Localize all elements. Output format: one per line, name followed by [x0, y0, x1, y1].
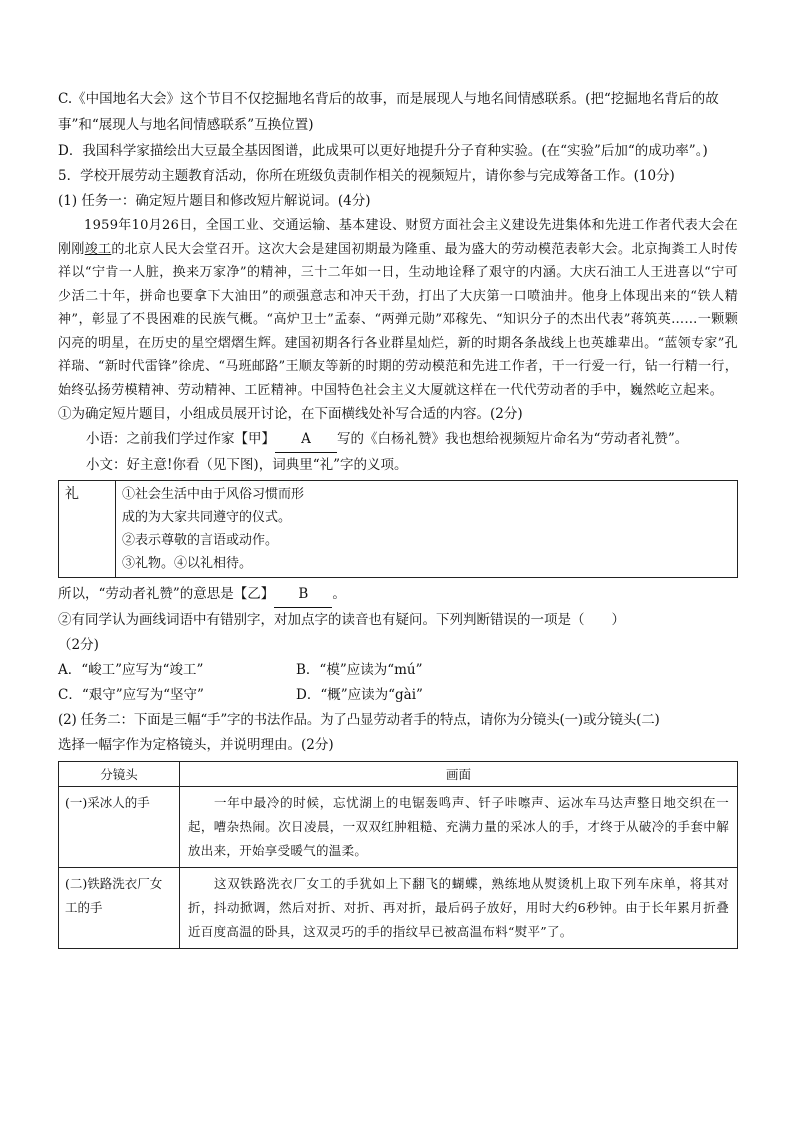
- sub-question-2-score: （2分): [58, 637, 99, 653]
- passage-part-2: 的北京人民大会堂召开。这次大会是建国初期最为隆重、最为盛大的劳动模范表彰大会。北京掏粪工人时传祥以“宁肯一人脏，换来万家净”的精神，三十二年如一日，生动地诠释了艰守的内涵。大庆石油工人王进喜以“宁可少活二十年，拼命也要拿下大油田”的顽强意志和冲天干劲，打出了大庆第一口喷油井。他身上体现出来的“铁人精神”，彰显了不畏困难的民族气概。“高炉卫士”孟泰、“两弹元勋”邓稼先、“知识分子的杰出代表”蒋筑英……一颗颗闪亮的明星，在历史的星空熠熠生辉。建国初期各行各业群星灿烂，新的时期各条战线上也英雄辈出。“蓝领专家”孔祥瑞、“新时代雷锋”徐虎、“马班邮路”王顺友等新的时期的劳动模范和先进工作者，干一行爱一行，钻一行精一行，始终弘扬劳模精神、劳动精神、工匠精神。中国特色社会主义大厦就这样在一代代劳动者的手中，巍然屹立起来。: [58, 241, 738, 398]
- option-d-line: D．我国科学家描绘出大豆最全基因图谱，此成果可以更好地提升分子育种实验。(在“实验”后加“的成功率”。): [58, 143, 708, 159]
- options-row-1: [58, 658, 738, 683]
- dictionary-line: ②表示尊敬的言语或动作。: [122, 533, 279, 548]
- table-row: [59, 787, 738, 868]
- xiaoyu-prefix: 小语：之前我们学过作家【甲】: [86, 431, 275, 447]
- exam-page: [58, 86, 738, 949]
- task-2-heading-cont: 选择一幅字作为定格镜头，并说明理由。(2分): [58, 737, 334, 753]
- table-row: [59, 868, 738, 949]
- blank-a[interactable]: A: [275, 427, 337, 453]
- passage-part-1: 1959年10月26日，全国工业、交通运输、基本建设、财贸方面社会主义建设先进集体和先进工作者代表大会在刚刚: [58, 218, 738, 257]
- shot-table: [58, 761, 738, 949]
- question-5-title: 5．学校开展劳动主题教育活动，你所在班级负责制作相关的视频短片，请你参与完成筹备工作。(10分): [58, 168, 675, 184]
- option-c-line: C.《中国地名大会》这个节目不仅挖掘地名背后的故事，而是展现人与地名间情感联系。(把“挖掘地名背后的故事”和“展现人与地名间情感联系”互换位置): [58, 91, 719, 133]
- task-1-heading: (1) 任务一：确定短片题目和修改短片解说词。(4分): [58, 193, 371, 209]
- dictionary-char: 礼: [59, 481, 116, 578]
- option-c[interactable]: C．“艰守”应写为“坚守”: [58, 687, 204, 703]
- underlined-word: 竣工: [84, 241, 112, 257]
- dictionary-line: ③礼物。④以礼相待。: [122, 556, 253, 571]
- passage: [58, 214, 738, 402]
- xiaoyu-suffix: 写的《白杨礼赞》我也想给视频短片命名为“劳动者礼赞”。: [337, 431, 689, 447]
- suoyi-line: [58, 582, 738, 608]
- dictionary-line: 成的为大家共同遵守的仪式。: [122, 510, 292, 525]
- option-a[interactable]: A．“峻工”应写为“竣工”: [58, 662, 204, 678]
- option-d[interactable]: D．“概”应读为“gài”: [296, 687, 423, 703]
- scene-text: 这双铁路洗衣厂女工的手犹如上下翻飞的蝴蝶，熟练地从熨烫机上取下列车床单，将其对折，抖动掀调，然后对折、对折、再对折，最后码子放好，用时大约6秒钟。由于长年累月折叠近百度高温的卧具，这双灵巧的手的指纹早已被高温布料“熨平”了。: [180, 868, 738, 949]
- blank-b[interactable]: B: [274, 582, 332, 608]
- sub-question-2: ②有同学认为画线词语中有错别字，对加点字的读音也有疑问。下列判断错误的一项是（ ）: [58, 612, 625, 628]
- dictionary-box: [58, 480, 738, 578]
- xiaowen-line: 小文：好主意!你看（见下图)，词典里“礼”字的义项。: [86, 457, 408, 473]
- suoyi-prefix: 所以，“劳动者礼赞”的意思是【乙】: [58, 586, 275, 602]
- shot-label: (一)采冰人的手: [59, 787, 180, 868]
- sub-question-1: ①为确定短片题目，小组成员展开讨论，在下面横线处补写合适的内容。(2分): [58, 406, 523, 422]
- xiaoyu-line: [58, 427, 738, 453]
- option-b[interactable]: B．“模”应读为“mú”: [296, 662, 423, 678]
- dictionary-line: ①社会生活中由于风俗习惯而形: [122, 487, 305, 502]
- suoyi-suffix: 。: [332, 586, 346, 602]
- shot-label: (二)铁路洗衣厂女工的手: [59, 868, 180, 949]
- scene-text: 一年中最冷的时候，忘忧湖上的电锯轰鸣声、钎子咔嚓声、运冰车马达声整日地交织在一起，嘈杂热闹。次日凌晨，一双双红肿粗糙、充满力量的采冰人的手，才终于从破冷的手套中解放出来，开始享受暖气的温柔。: [180, 787, 738, 868]
- dictionary-entries: [116, 481, 738, 578]
- shot-header-col: 分镜头: [59, 762, 180, 787]
- task-2-heading: (2) 任务二：下面是三幅“手”字的书法作品。为了凸显劳动者手的特点，请你为分镜头(一)或分镜头(二): [58, 712, 660, 728]
- options-row-2: [58, 683, 738, 708]
- scene-header-col: 画面: [180, 762, 738, 787]
